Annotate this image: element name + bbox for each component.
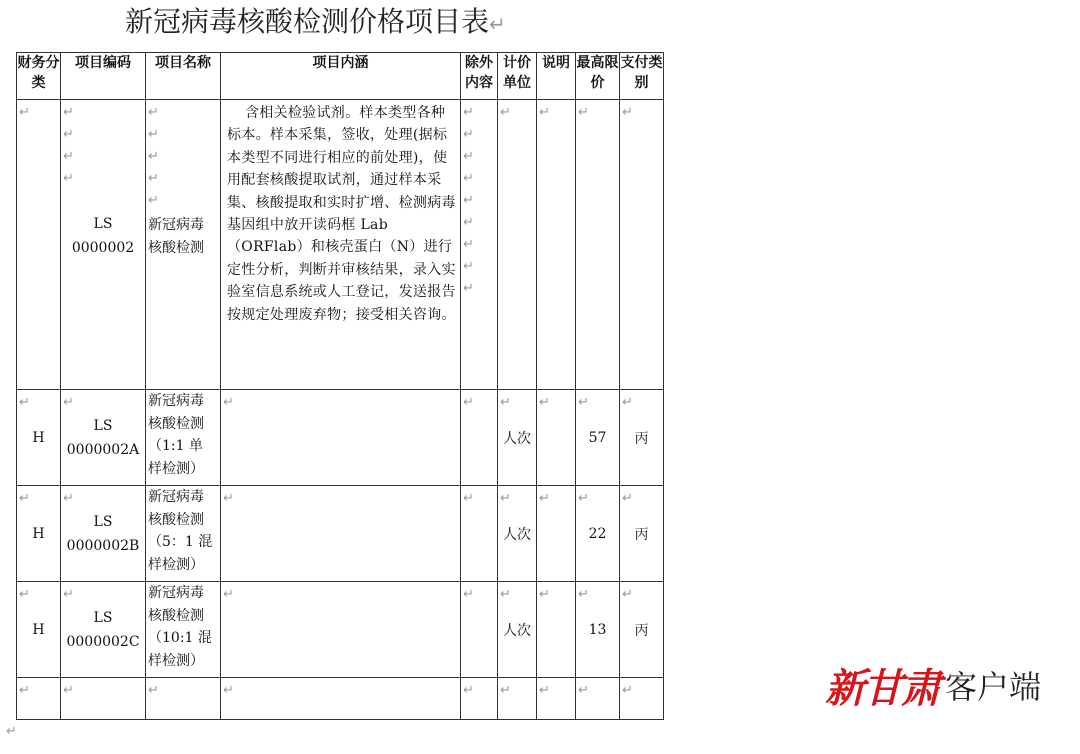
row-price: 57 xyxy=(588,429,607,446)
paragraph-mark: ↵ xyxy=(489,12,506,36)
row-price: 22 xyxy=(588,525,607,542)
watermark-logo xyxy=(825,655,1041,715)
header-item-code: 项目编码 xyxy=(61,53,146,100)
price-table xyxy=(16,52,664,720)
header-max-price: 最高限价 xyxy=(576,53,620,100)
page-title xyxy=(125,4,585,42)
row-name: 新冠病毒 核酸检测 （5：1 混 样检测） xyxy=(148,489,213,573)
header-excluded: 除外内容 xyxy=(461,53,498,100)
row-price: 13 xyxy=(588,621,607,638)
row-category: H xyxy=(32,429,45,446)
row-pay-category: 丙 xyxy=(634,622,649,639)
row-unit: 人次 xyxy=(503,430,531,447)
table-row: ↵ H ↵ LS 0000002B 新冠病毒 核酸检测 （5：1 混 样检测） ↵ ↵ ↵ 人次 ↵ ↵ 22 ↵ 丙 xyxy=(17,486,664,582)
brand-logo-text: 新甘肃 xyxy=(825,664,939,712)
header-note: 说明 xyxy=(537,53,576,100)
table-row: ↵ ↵ ↵ ↵ ↵ LS 0000002 ↵ ↵ ↵ ↵ ↵ 新冠病毒 核酸检测 含相关检验试剂。样本类型各种标本。样本采集，签收，处理(据标本类型不同进行相应的前处理)，使用配套核酸提取试剂，通过样本采集、核酸提取和实时扩增、检测病毒基因组中放开读码框 Lab（ORFlab）和核壳蛋白（N）进行定性分析，判断并审核结果，录入实验室信息系统或人工登记，发送报告按规定处理废弃物；接受相关咨询。 ↵ ↵ ↵ ↵ ↵ ↵ ↵ ↵ ↵ ↵ ↵ ↵ ↵ xyxy=(17,100,664,390)
item-code: LS 0000002 xyxy=(71,216,135,256)
row-name: 新冠病毒 核酸检测 （10:1 混 样检测） xyxy=(148,585,212,669)
header-pay-category: 支付类别 xyxy=(620,53,664,100)
paragraph-mark: ↵ xyxy=(6,724,17,739)
row-category: H xyxy=(32,621,45,638)
row-category: H xyxy=(32,525,45,542)
header-finance-category: 财务分类 xyxy=(17,53,61,100)
row-code: LS 0000002B xyxy=(66,514,140,554)
table-row: ↵ ↵ ↵ ↵ ↵ ↵ ↵ ↵ ↵ xyxy=(17,678,664,720)
row-pay-category: 丙 xyxy=(634,526,649,543)
header-row xyxy=(17,53,664,100)
item-content: 含相关检验试剂。样本类型各种标本。样本采集，签收，处理(据标本类型不同进行相应的前处理)，使用配套核酸提取试剂，通过样本采集、核酸提取和实时扩增、检测病毒基因组中放开读码框 Lab（ORFlab）和核壳蛋白（N）进行定性分析，判断并审核结果，录入实验室信息系统或人工登记，发送报告按规定处理废弃物；接受相关咨询。 xyxy=(227,105,456,323)
row-unit: 人次 xyxy=(503,622,531,639)
header-item-name: 项目名称 xyxy=(146,53,221,100)
header-item-content: 项目内涵 xyxy=(221,53,461,100)
table-row: ↵ H ↵ LS 0000002A 新冠病毒 核酸检测 （1:1 单 样检测） ↵ ↵ ↵ 人次 ↵ ↵ 57 ↵ 丙 xyxy=(17,390,664,486)
brand-suffix: 客户端 xyxy=(945,668,1042,706)
header-unit: 计价单位 xyxy=(498,53,537,100)
table-row: ↵ H ↵ LS 0000002C 新冠病毒 核酸检测 （10:1 混 样检测） ↵ ↵ ↵ 人次 ↵ ↵ 13 ↵ 丙 xyxy=(17,582,664,678)
row-code: LS 0000002C xyxy=(66,610,140,650)
title-text: 新冠病毒核酸检测价格项目表 xyxy=(125,5,490,38)
row-pay-category: 丙 xyxy=(634,430,649,447)
row-code: LS 0000002A xyxy=(66,418,140,458)
row-unit: 人次 xyxy=(503,526,531,543)
item-name: 新冠病毒 核酸检测 xyxy=(148,217,204,256)
row-name: 新冠病毒 核酸检测 （1:1 单 样检测） xyxy=(148,393,204,477)
